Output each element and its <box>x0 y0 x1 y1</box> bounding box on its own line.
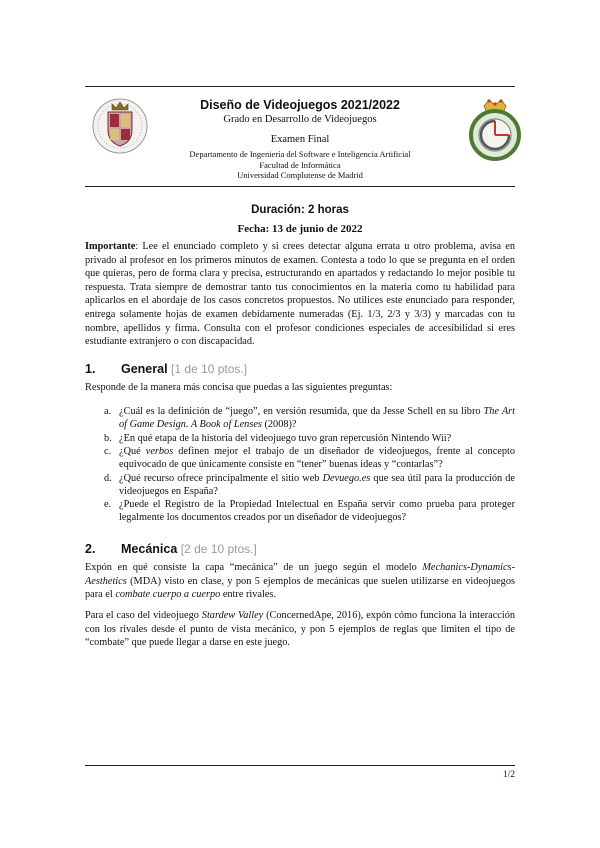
section-2-title <box>85 542 257 556</box>
question-label: a. <box>104 406 112 417</box>
footer-rule <box>85 765 515 766</box>
important-text: : Lee el enunciado completo y si crees detectar alguna errata u otro problema, avisa en privado al profesor en los primeros minutos de examen. Contesta a todo lo que se pregunta en el orden que quieras, pero de forma clara y precisa, estructurando en apartados y redactando lo mejor posible tu respuesta. Trata siempre de demostrar tanto tus conocimientos en la materia como tu habilidad para aplicarlos en el abordaje de los casos concretos propuestos. No utilices este enunciado para responder, entrega solamente hojas de examen debidamente numeradas (Ej. 1/3, 2/3 y 3/3) y marcadas con tu nombre, apellidos y firma. Consulta con el profesor condiciones especiales de accesibilidad si eres estudiante extranjero o con discapacidad. <box>85 241 515 348</box>
section-1-questions <box>104 405 515 525</box>
exam-type: Examen Final <box>270 134 330 145</box>
ucm-crest-icon <box>92 94 148 156</box>
question-d: d. ¿Qué recurso ofrece principalmente el sitio web Devuego.es que sea útil para la producción de videojuegos en España? <box>104 472 515 497</box>
header-bottom-rule <box>85 186 515 187</box>
exam-duration: Duración: 2 horas <box>251 204 349 216</box>
faculty-emblem-icon <box>464 96 526 162</box>
section-2-number: 2. <box>85 542 96 556</box>
instructions-paragraph <box>85 240 515 349</box>
section-1-title <box>85 362 247 376</box>
question-e: e. ¿Puede el Registro de la Propiedad Intelectual en España servir como prueba para proteger legalmente los documentos creados por un diseñador de videojuegos? <box>104 499 515 523</box>
question-label: d. <box>104 472 112 484</box>
section-1-name: General <box>121 362 168 376</box>
faculty-name: Facultad de Informática <box>259 159 341 170</box>
exam-date: Fecha: 13 de junio de 2022 <box>237 223 363 235</box>
question-c: c. ¿Qué verbos definen mejor el trabajo de un diseñador de videojuegos, frente al concepto equivocado de que únicamente consiste en “tener” buenas ideas y “contarlas”? <box>104 446 515 470</box>
question-label: c. <box>104 446 112 457</box>
section-2-points: [2 de 10 ptos.] <box>180 542 257 556</box>
section-2-paragraph-1: Expón en qué consiste la capa “mecánica” de un juego según el modelo Mechanics-Dynamics-Aesthetics (MDA) visto en clase, y pon 5 ejemplos de mecánicas que suelen utilizarse en videojuegos para el combate cuerpo a cuerpo entre rivales. <box>85 562 515 601</box>
university-name: Universidad Complutense de Madrid <box>237 170 363 180</box>
important-label: Importante <box>85 241 136 252</box>
page-number: 1/2 <box>502 770 515 780</box>
question-label: b. <box>104 432 112 444</box>
exam-header <box>170 98 430 181</box>
section-2-name: Mecánica <box>121 542 178 556</box>
degree-name: Grado en Desarrollo de Videojuegos <box>223 114 377 125</box>
section-1-points: [1 de 10 ptos.] <box>171 362 248 376</box>
section-1-number: 1. <box>85 362 96 376</box>
course-title: Diseño de Videojuegos 2021/2022 <box>200 98 400 112</box>
section-2-paragraph-2: Para el caso del videojuego Stardew Valley (ConcernedApe, 2016), expón cómo funciona la interacción con los rivales desde el punto de vista mecánico, y pon 5 ejemplos de reglas que limiten el tipo de “combate” que puede llegar a darse en este juego. <box>85 610 516 649</box>
question-b: b. ¿En qué etapa de la historia del videojuego tuvo gran repercusión Nintendo Wii? <box>104 432 452 444</box>
section-1-intro: Responde de la manera más concisa que puedas a las siguientes preguntas: <box>85 382 393 393</box>
question-label: e. <box>104 499 112 510</box>
department-name: Departamento de Ingeniería del Software e Inteligencia Artificial <box>189 149 411 159</box>
header-top-rule <box>85 86 515 87</box>
question-a: a. ¿Cuál es la definición de “juego”, en versión resumida, que da Jesse Schell en su libro The Art of Game Design. A Book of Lenses (2008)? <box>104 406 515 430</box>
